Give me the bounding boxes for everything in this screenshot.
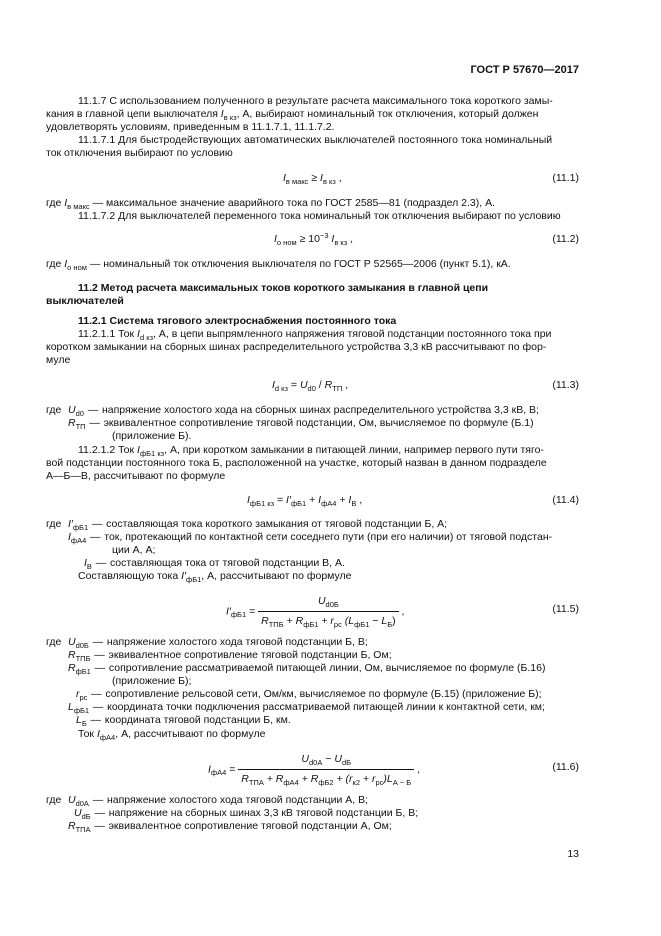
- para-11-2-1-2-line3: А—Б—В, рассчитывают по формуле: [46, 470, 226, 482]
- para-11-2-1-2-line1: 11.2.1.2 Ток $I_{фБ1 кз}$, А, при коротком замыкании в питающей линии, например первого пути тяго-: [78, 444, 544, 458]
- where-11-5-row6: $L_Б$ — координата тяговой подстанции Б, км.: [76, 714, 291, 728]
- para-11-2-1-1-line1: 11.2.1.1 Ток $I_{d кз}$, А, в цепи выпрямленного напряжения тяговой подстанции постоянного тока при: [78, 328, 552, 342]
- section-heading-11-2-line1: 11.2 Метод расчета максимальных токов короткого замыкания в главной цепи: [78, 282, 489, 294]
- equation-11-2: $I_{о ном} \ge 10^{-3}$ $I_{в кз}$ ,: [274, 231, 354, 247]
- section-heading-11-2-1: 11.2.1 Система тягового электроснабжения постоянного тока: [78, 315, 397, 327]
- where-11-6-row1: $U_{d0А}$ — напряжение холостого хода тяговой подстанции А, В;: [68, 794, 368, 808]
- equation-number-11-5: (11.5): [552, 603, 579, 615]
- where-11-1: где $I_{в макс}$ — максимальное значение аварийного тока по ГОСТ 2585—81 (подраздел 2.3), А.: [46, 197, 496, 211]
- where-11-5-row1: $U_{d0Б}$ — напряжение холостого хода тяговой подстанции Б, В;: [68, 636, 368, 650]
- document-id: ГОСТ Р 57670—2017: [470, 64, 579, 76]
- where-11-3-row1: $U_{d0}$ — напряжение холостого хода на сборных шинах распределительного устройства 3,3 кВ, В;: [68, 404, 539, 418]
- para-11-1-7-1-line2: ток отключения выбирают по условию: [46, 147, 233, 159]
- para-11-1-7-line3: удовлетворять условиям, приведенным в 11.1.7.1, 11.1.7.2.: [46, 121, 335, 133]
- where-11-5-row4: $r_{рс}$ — сопротивление рельсовой сети, Ом/км, вычисляемое по формуле (Б.15) (приложение Б);: [76, 688, 542, 702]
- where-11-2: где $I_{о ном}$ — номинальный ток отключения выключателя по ГОСТ Р 52565—2006 (пункт 5.1), кА.: [46, 258, 511, 272]
- where-11-6-row3: $R_{ТПА}$ — эквивалентное сопротивление тяговой подстанции А, Ом;: [68, 820, 392, 834]
- where-11-4-row2: $I_{фА4}$ — ток, протекающий по контактной сети соседнего пути (при его наличии) от тяговой подстан-: [68, 531, 553, 545]
- equation-number-11-1: (11.1): [552, 172, 579, 184]
- equation-11-4: $I_{фБ1 кз} = I'_{фБ1} + I_{фА4} + I_В$ ,: [247, 494, 363, 508]
- where-label-11-3: где: [46, 404, 62, 416]
- where-11-3-row2: $R_{ТП}$ — эквивалентное сопротивление тяговой подстанции, Ом, вычисляемое по формуле (Б.1): [68, 417, 534, 431]
- where-11-4-row3: $I_В$ — составляющая тока от тяговой подстанции В, А.: [84, 557, 345, 571]
- para-11-2-1-1-line2: коротком замыкании на сборных шинах распределительного устройства 3,3 кВ рассчитывают по фор-: [46, 341, 547, 353]
- page-number: 13: [567, 848, 579, 860]
- equation-number-11-2: (11.2): [552, 233, 579, 245]
- para-11-2-1-2-line2: вой подстанции постоянного тока Б, расположенной на участке, который назван в данном подразделе: [46, 457, 547, 469]
- where-label-11-5: где: [46, 636, 62, 648]
- para-component: Составляющую тока $I'_{фБ1}$, А, рассчитывают по формуле: [78, 570, 352, 584]
- where-11-6-row2: $U_{dБ}$ — напряжение на сборных шинах 3,3 кВ тяговой подстанции Б, В;: [74, 807, 419, 821]
- equation-11-1: $I_{в макс} \ge I_{в кз}$ ,: [283, 172, 342, 186]
- equation-number-11-6: (11.6): [552, 761, 579, 773]
- where-11-4-row1: $I'_{фБ1}$ — составляющая тока короткого замыкания от тяговой подстанции Б, А;: [68, 518, 448, 532]
- where-11-5-row2: $R_{ТПБ}$ — эквивалентное сопротивление тяговой подстанции Б, Ом;: [68, 649, 392, 663]
- where-11-5-row5: $L_{фБ1}$ — координата точки подключения рассматриваемой питающей линии к контактной сети, км;: [68, 701, 545, 715]
- section-heading-11-2-line2: выключателей: [46, 295, 124, 307]
- para-tok: Ток $I_{фА4}$, А, рассчитывают по формуле: [78, 728, 266, 742]
- equation-number-11-3: (11.3): [552, 379, 579, 391]
- para-11-1-7-line2: кания в главной цепи выключателя $I_{в кз}$, А, выбирают номинальный ток отключения, который должен: [46, 108, 539, 122]
- para-11-2-1-1-line3: муле: [46, 354, 71, 366]
- where-label-11-4: где: [46, 518, 62, 530]
- where-label-11-6: где: [46, 794, 62, 806]
- equation-11-3: $I_{d кз} = U_{d0} / R_{ТП}$ ,: [272, 379, 349, 393]
- equation-11-5: $I'_{фБ1}$ = $\frac{U_{d0Б}}{R_{ТПБ} + R_{фБ1} + r_{рс} (L_{фБ1} - L_Б)}$ ,: [226, 595, 405, 629]
- equation-11-6: $I_{фА4}$ = $\frac{U_{d0А} - U_{dБ}}{R_{ТПА} + R_{фА4} + R_{фБ2} + (r_{к2} + r_{рс})L_{А - Б}}$ ,: [208, 753, 421, 787]
- where-11-5-row3-cont: (приложение Б);: [112, 675, 192, 687]
- equation-number-11-4: (11.4): [552, 494, 579, 506]
- para-11-1-7-1-line1: 11.1.7.1 Для быстродействующих автоматических выключателей постоянного тока номинальный: [78, 134, 553, 146]
- where-11-3-row2-cont: (приложение Б).: [112, 430, 192, 442]
- para-11-1-7-line1: 11.1.7 С использованием полученного в результате расчета максимального тока короткого замы-: [78, 95, 553, 107]
- where-11-5-row3: $R_{фБ1}$ — сопротивление рассматриваемой питающей линии, Ом, вычисляемое по формуле (Б.16): [68, 662, 546, 676]
- para-11-1-7-2: 11.1.7.2 Для выключателей переменного тока номинальный ток отключения выбирают по условию: [78, 210, 561, 222]
- where-11-4-row2-cont: ции А, А;: [112, 544, 156, 556]
